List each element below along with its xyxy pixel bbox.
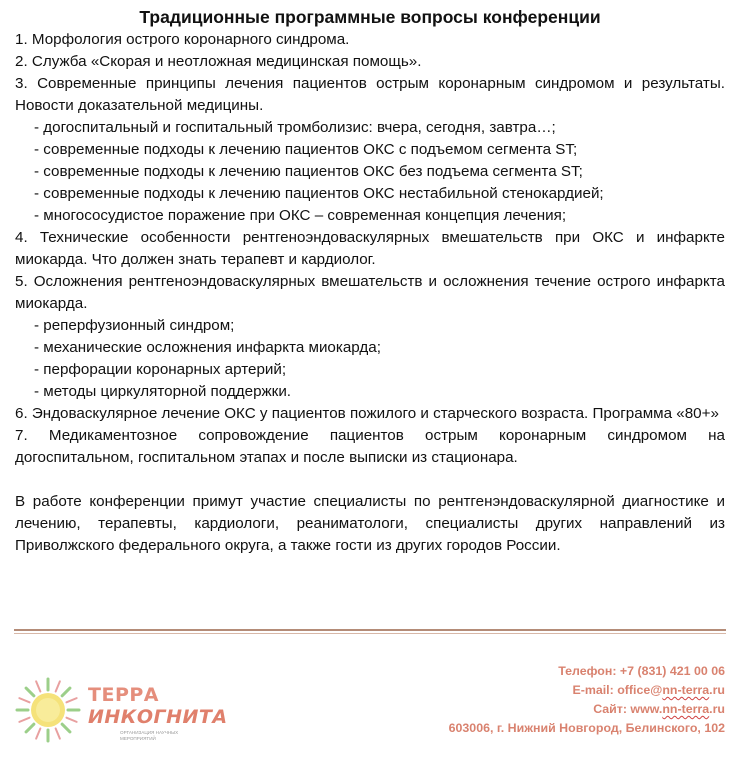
topic-subitem: - современные подходы к лечению пациентов ОКС нестабильной стенокардией; bbox=[34, 185, 604, 202]
logo-word-terra: ТЕРРА bbox=[88, 684, 159, 706]
logo-word-inkognita: ИНКОГНИТА bbox=[88, 706, 228, 728]
topic-item: 6. Эндоваскулярное лечение ОКС у пациентов пожилого и старческого возраста. Программа «80+» bbox=[15, 405, 719, 422]
topic-subitem: - методы циркуляторной поддержки. bbox=[34, 383, 292, 400]
page-title: Традиционные программные вопросы конференции bbox=[139, 7, 601, 27]
logo bbox=[14, 672, 228, 752]
contact-block bbox=[449, 662, 725, 738]
footer-divider bbox=[14, 629, 726, 633]
topic-item: 2. Служба «Скорая и неотложная медицинская помощь». bbox=[15, 53, 422, 70]
topic-item: 1. Морфология острого коронарного синдрома. bbox=[15, 31, 350, 48]
topic-item: 4. Технические особенности рентгеноэндоваскулярных вмешательств при ОКС и инфаркте миокарда. Что должен знать терапевт и кардиолог. bbox=[15, 229, 725, 268]
closing-paragraph: В работе конференции примут участие специалисты по рентгенэндоваскулярной диагностике и лечению, терапевты, кардиологи, реаниматологи, специалисты других направлений из Приволжского федерального округа, а также гости из других городов России. bbox=[15, 493, 725, 554]
topic-subitem: - современные подходы к лечению пациентов ОКС без подъема сегмента ST; bbox=[34, 163, 583, 180]
topic-subitem: - догоспитальный и госпитальный тромболизис: вчера, сегодня, завтра…; bbox=[34, 119, 556, 136]
sun-logo-icon bbox=[14, 672, 86, 752]
phone-text: Телефон: +7 (831) 421 00 06 bbox=[558, 664, 725, 678]
email-link[interactable]: E-mail: office@nn-terra.ru bbox=[572, 683, 725, 697]
address-text: 603006, г. Нижний Новгород, Белинского, 102 bbox=[448, 721, 725, 735]
topic-subitem: - реперфузионный синдром; bbox=[34, 317, 235, 334]
topic-item: 5. Осложнения рентгеноэндоваскулярных вмешательств и осложнения течение острого инфаркта миокарда. bbox=[15, 273, 725, 312]
topic-subitem: - современные подходы к лечению пациентов ОКС с подъемом сегмента ST; bbox=[34, 141, 578, 158]
topic-subitem: - перфорации коронарных артерий; bbox=[34, 361, 287, 378]
topic-item: 7. Медикаментозное сопровождение пациентов острым коронарным синдромом на догоспитальном, госпитальном этапах и после выписки из стационара. bbox=[15, 427, 725, 466]
topic-subitem: - многососудистое поражение при ОКС – современная концепция лечения; bbox=[34, 207, 567, 224]
topic-list bbox=[15, 29, 725, 469]
topic-subitem: - механические осложнения инфаркта миокарда; bbox=[34, 339, 381, 356]
topic-item: 3. Современные принципы лечения пациентов острым коронарным синдромом и результаты. Новости доказательной медицины. bbox=[15, 75, 725, 114]
document-body bbox=[15, 6, 725, 557]
site-link[interactable]: Сайт: www.nn-terra.ru bbox=[593, 702, 725, 716]
spacer bbox=[15, 469, 725, 491]
logo-tagline: ОРГАНИЗАЦИЯ НАУЧНЫХ МЕРОПРИЯТИЙ bbox=[120, 730, 179, 741]
